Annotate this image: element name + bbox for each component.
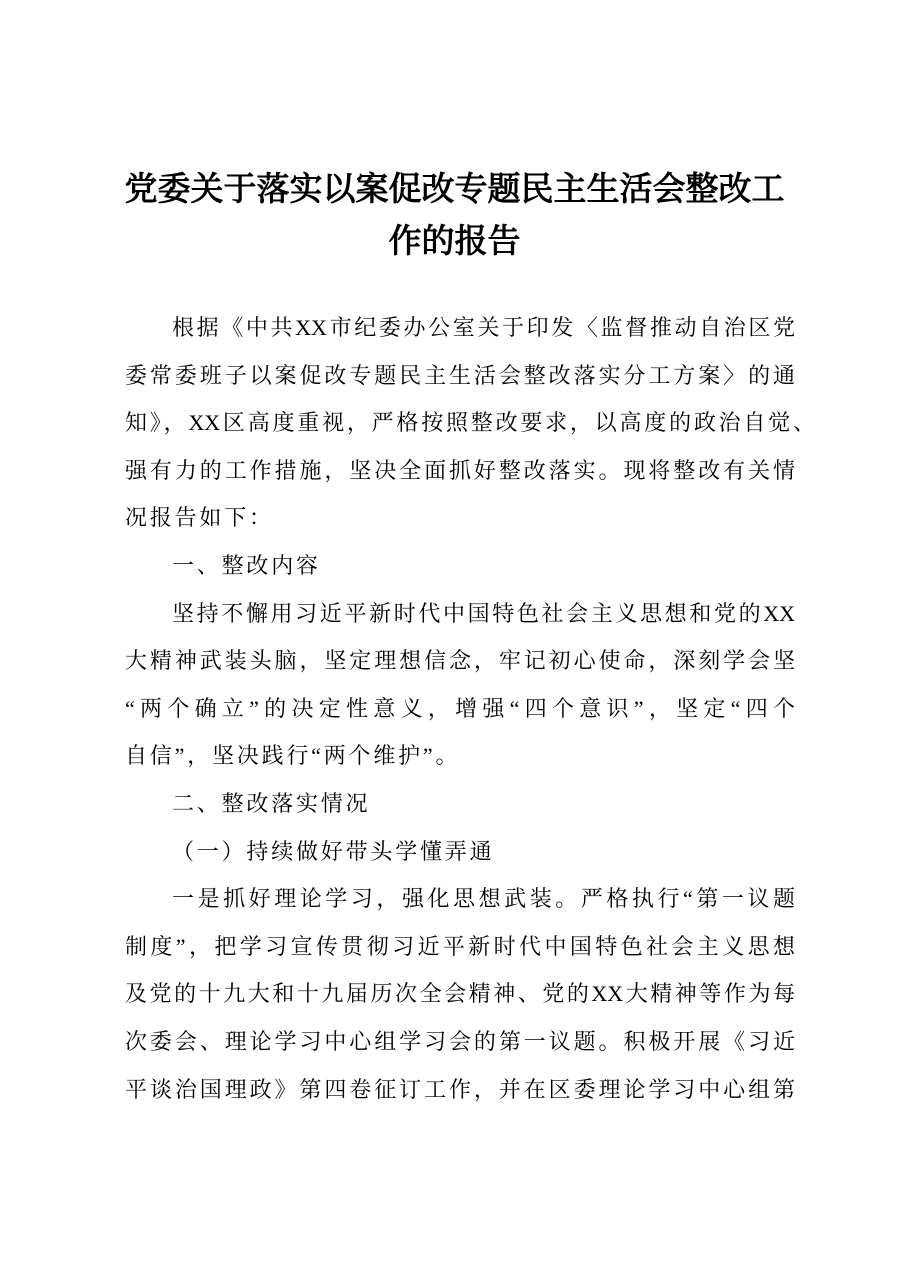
paragraph-line: 及党的十九大和十九届历次全会精神、党的XX大精神等作为每 [125, 981, 795, 1007]
paragraph-line: 况报告如下： [125, 505, 274, 531]
paragraph-line: 强有力的工作措施，坚决全面抓好整改落实。现将整改有关情 [125, 457, 795, 483]
paragraph [125, 875, 795, 1113]
paragraph-line: 制度”，把学习宣传贯彻习近平新时代中国特色社会主义思想 [125, 933, 795, 959]
paragraph-line: “两个确立”的决定性意义，增强“四个意识”，坚定“四个 [125, 695, 795, 721]
paragraph [125, 304, 815, 542]
document-body [125, 304, 815, 1113]
paragraph-line: 一是抓好理论学习，强化思想武装。严格执行“第一议题 [172, 886, 795, 912]
paragraph-line: 坚持不懈用习近平新时代中国特色社会主义思想和党的XX [172, 600, 795, 626]
title-line: 作的报告 [388, 224, 521, 260]
paragraph-line: 知》，XX区高度重视，严格按照整改要求，以高度的政治自觉、 [125, 410, 815, 436]
title-line: 党委关于落实以案促改专题民主生活会整改工 [124, 172, 785, 208]
subsection-heading: （一）持续做好带头学懂弄通 [172, 838, 495, 864]
paragraph-line: 根据《中共XX市纪委办公室关于印发〈监督推动自治区党 [172, 315, 795, 340]
section-heading: 二、整改落实情况 [172, 790, 371, 816]
paragraph-line: 委常委班子以案促改专题民主生活会整改落实分工方案〉的通 [125, 362, 795, 388]
paragraph-line: 大精神武装头脑，坚定理想信念，牢记初心使命，深刻学会坚 [125, 648, 795, 674]
paragraph [125, 590, 795, 780]
paragraph-line: 平谈治国理政》第四卷征订工作，并在区委理论学习中心组第 [125, 1076, 795, 1102]
section-heading: 一、整改内容 [172, 552, 321, 578]
paragraph-line: 自信”，坚决践行“两个维护”。 [125, 743, 461, 769]
paragraph-line: 次委会、理论学习中心组学习会的第一议题。积极开展《习近 [125, 1028, 795, 1054]
document-title [60, 164, 849, 268]
